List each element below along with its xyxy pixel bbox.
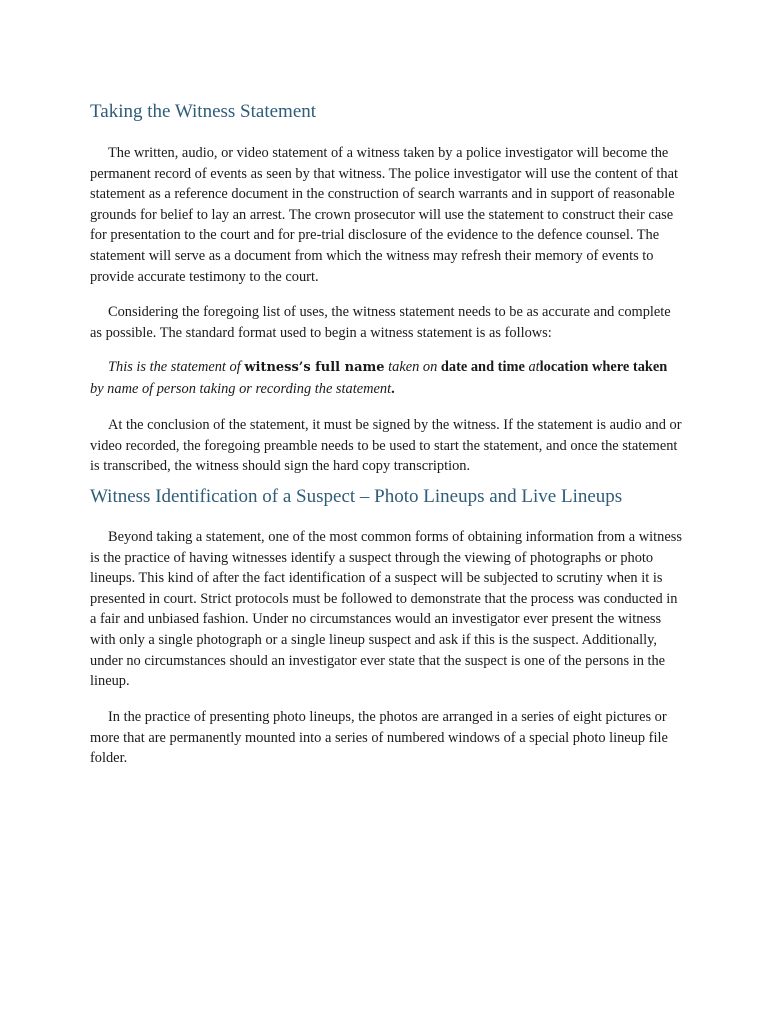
paragraph-lineup-presentation: In the practice of presenting photo lineups, the photos are arranged in a series of eight pictures or more that are permanently mounted into a series of numbered windows of a special photo lineup file folder. [90,709,668,767]
preamble-text-2: taken on [384,359,441,375]
preamble-field-location: location where taken [539,359,668,375]
preamble-text-1: This is the statement of [108,359,245,375]
statement-preamble-template [90,357,682,399]
preamble-period: . [391,380,395,397]
paragraph-signing: At the conclusion of the statement, it must be signed by the witness. If the statement is audio and or video recorded, the foregoing preamble needs to be used to start the statement, and once the statement is transcribed, the witness should sign the hard copy transcription. [90,417,682,475]
section-heading-taking-witness-statement: Taking the Witness Statement [90,101,317,122]
preamble-text-3: at [524,359,540,375]
paragraph-accuracy: Considering the foregoing list of uses, the witness statement needs to be as accurate and complete as possible. The standard format used to begin a witness statement is as follows: [90,304,671,341]
preamble-text-4: by name of person taking or recording the statement [90,380,392,397]
preamble-field-date-time: date and time [440,359,525,375]
preamble-field-witness-name: witness’s full name [244,360,385,375]
paragraph-photo-lineups: Beyond taking a statement, one of the most common forms of obtaining information from a witness is the practice of having witnesses identify a suspect through the viewing of photographs or photo lineups. This kind of after the fact identification of a suspect will be subjected to scrutiny when it is presented in court. Strict protocols must be followed to demonstrate that the process was conducted in a fair and unbiased fashion. Under no circumstances would an investigator ever present the witness with only a single photograph or a single lineup suspect and ask if this is the suspect. Additionally, under no circumstances should an investigator ever state that the suspect is one of the persons in the lineup. [90,529,682,690]
paragraph-statement-uses: The written, audio, or video statement of a witness taken by a police investigator will become the permanent record of events as seen by that witness. The police investigator will use the content of that statement as a reference document in the construction of search warrants and in support of reasonable grounds for belief to lay an arrest. The crown prosecutor will use the statement to construct their case for presentation to the court and for pre-trial disclosure of the evidence to the defence counsel. The statement will serve as a document from which the witness may refresh their memory of events to provide accurate testimony to the court. [90,145,678,285]
section-heading-witness-identification: Witness Identification of a Suspect – Photo Lineups and Live Lineups [90,486,623,507]
